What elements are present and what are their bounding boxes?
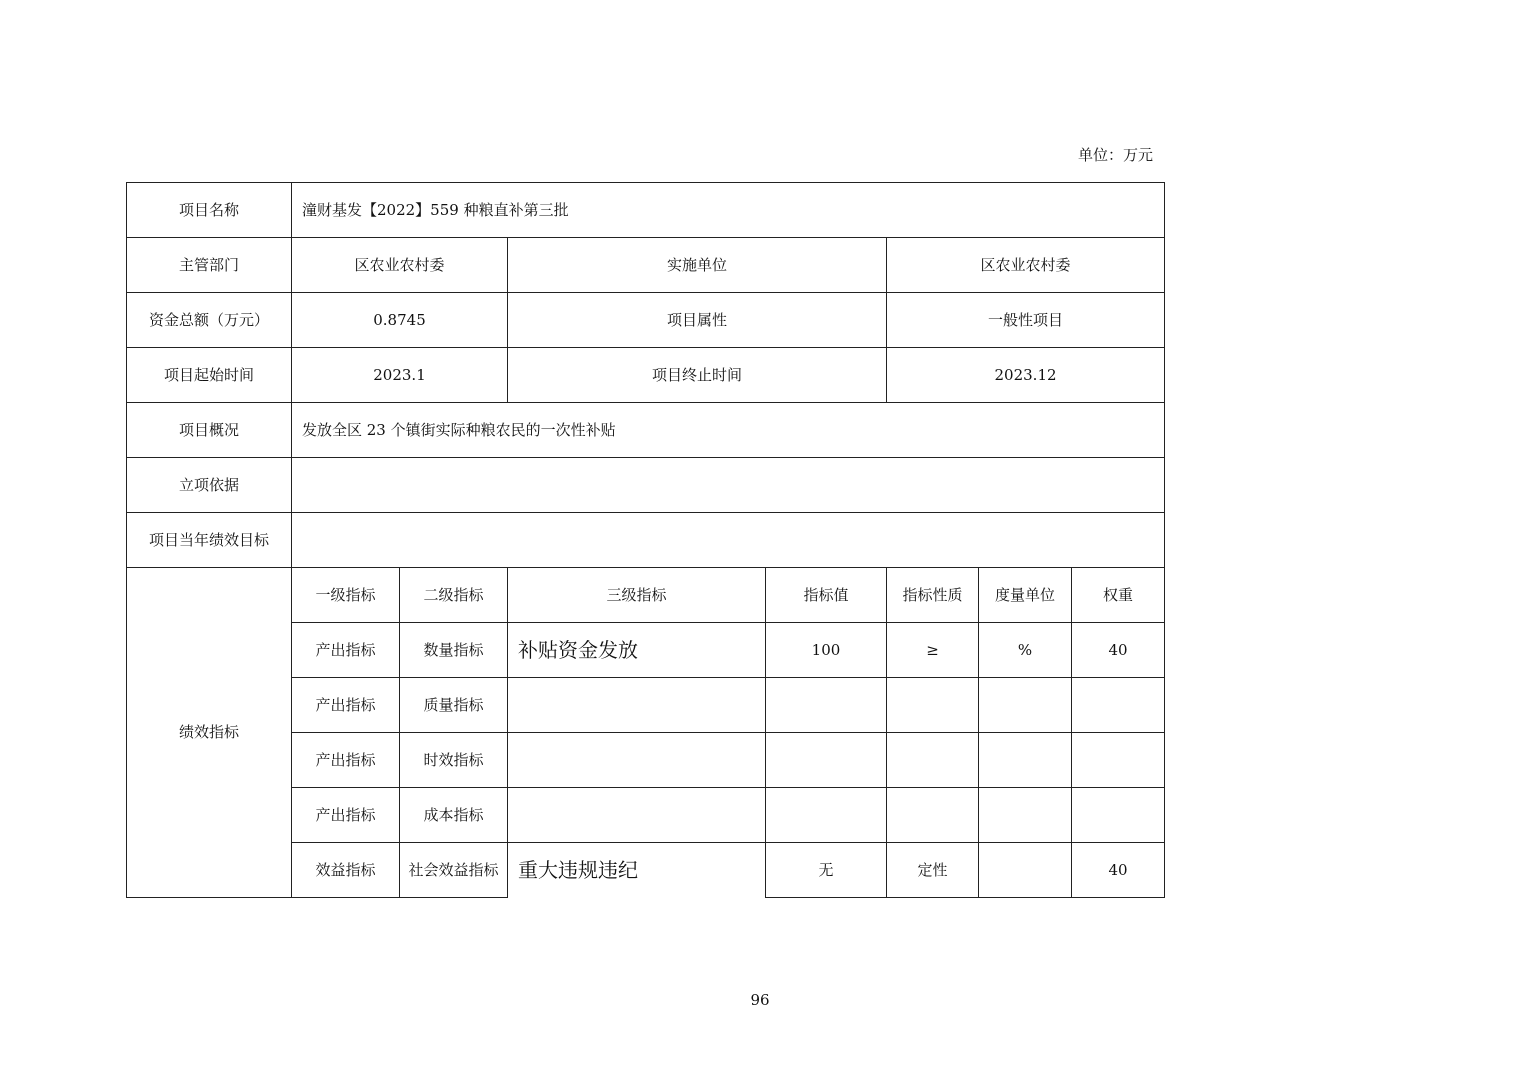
indicator-nature: ≥ <box>887 623 979 678</box>
end-time-label: 项目终止时间 <box>508 348 887 403</box>
indicator-weight <box>1072 733 1165 788</box>
header-unit: 度量单位 <box>979 568 1072 623</box>
total-funds-label: 资金总额（万元） <box>127 293 292 348</box>
row-project-name <box>127 183 1165 238</box>
row-basis <box>127 458 1165 513</box>
indicator-weight: 40 <box>1072 623 1165 678</box>
project-name-value: 潼财基发【2022】559 种粮直补第三批 <box>292 183 1165 238</box>
indicator-unit <box>979 843 1072 898</box>
end-time-value: 2023.12 <box>887 348 1165 403</box>
header-level3: 三级指标 <box>508 568 766 623</box>
indicator-level1: 效益指标 <box>292 843 400 898</box>
indicator-level3: 补贴资金发放 <box>508 623 766 678</box>
project-name-label: 项目名称 <box>127 183 292 238</box>
indicator-nature: 定性 <box>887 843 979 898</box>
indicator-value <box>766 733 887 788</box>
indicator-nature <box>887 733 979 788</box>
indicator-level3 <box>508 678 766 733</box>
indicator-unit <box>979 788 1072 843</box>
overview-value: 发放全区 23 个镇街实际种粮农民的一次性补贴 <box>292 403 1165 458</box>
indicator-value <box>766 788 887 843</box>
indicator-value: 无 <box>766 843 887 898</box>
row-period <box>127 348 1165 403</box>
project-attribute-label: 项目属性 <box>508 293 887 348</box>
indicator-level3 <box>508 733 766 788</box>
indicator-level1: 产出指标 <box>292 733 400 788</box>
indicator-level2: 数量指标 <box>400 623 508 678</box>
row-overview <box>127 403 1165 458</box>
indicator-weight <box>1072 678 1165 733</box>
indicator-unit <box>979 678 1072 733</box>
total-funds-value: 0.8745 <box>292 293 508 348</box>
indicator-unit: % <box>979 623 1072 678</box>
indicator-level3 <box>508 788 766 843</box>
header-level1: 一级指标 <box>292 568 400 623</box>
row-department <box>127 238 1165 293</box>
department-label: 主管部门 <box>127 238 292 293</box>
basis-value <box>292 458 1165 513</box>
indicator-level1: 产出指标 <box>292 678 400 733</box>
implementing-unit-value: 区农业农村委 <box>887 238 1165 293</box>
start-time-label: 项目起始时间 <box>127 348 292 403</box>
row-annual-goal <box>127 513 1165 568</box>
basis-label: 立项依据 <box>127 458 292 513</box>
indicator-level3: 重大违规违纪 <box>508 843 766 898</box>
implementing-unit-label: 实施单位 <box>508 238 887 293</box>
header-value: 指标值 <box>766 568 887 623</box>
indicator-weight: 40 <box>1072 843 1165 898</box>
page-number: 96 <box>750 991 770 1009</box>
indicator-nature <box>887 678 979 733</box>
indicator-level2: 时效指标 <box>400 733 508 788</box>
header-nature: 指标性质 <box>887 568 979 623</box>
indicator-value: 100 <box>766 623 887 678</box>
indicator-level2: 成本指标 <box>400 788 508 843</box>
performance-target-table <box>126 182 1165 898</box>
header-weight: 权重 <box>1072 568 1165 623</box>
unit-label: 单位：万元 <box>1077 146 1153 164</box>
indicator-header-row <box>127 568 1165 623</box>
annual-goal-value <box>292 513 1165 568</box>
indicators-section-label: 绩效指标 <box>127 568 292 898</box>
indicator-nature <box>887 788 979 843</box>
row-funds <box>127 293 1165 348</box>
start-time-value: 2023.1 <box>292 348 508 403</box>
indicator-level1: 产出指标 <box>292 623 400 678</box>
indicator-weight <box>1072 788 1165 843</box>
header-level2: 二级指标 <box>400 568 508 623</box>
project-attribute-value: 一般性项目 <box>887 293 1165 348</box>
indicator-level2: 社会效益指标 <box>400 843 508 898</box>
indicator-level1: 产出指标 <box>292 788 400 843</box>
indicator-unit <box>979 733 1072 788</box>
annual-goal-label: 项目当年绩效目标 <box>127 513 292 568</box>
indicator-value <box>766 678 887 733</box>
overview-label: 项目概况 <box>127 403 292 458</box>
department-value: 区农业农村委 <box>292 238 508 293</box>
indicator-level2: 质量指标 <box>400 678 508 733</box>
